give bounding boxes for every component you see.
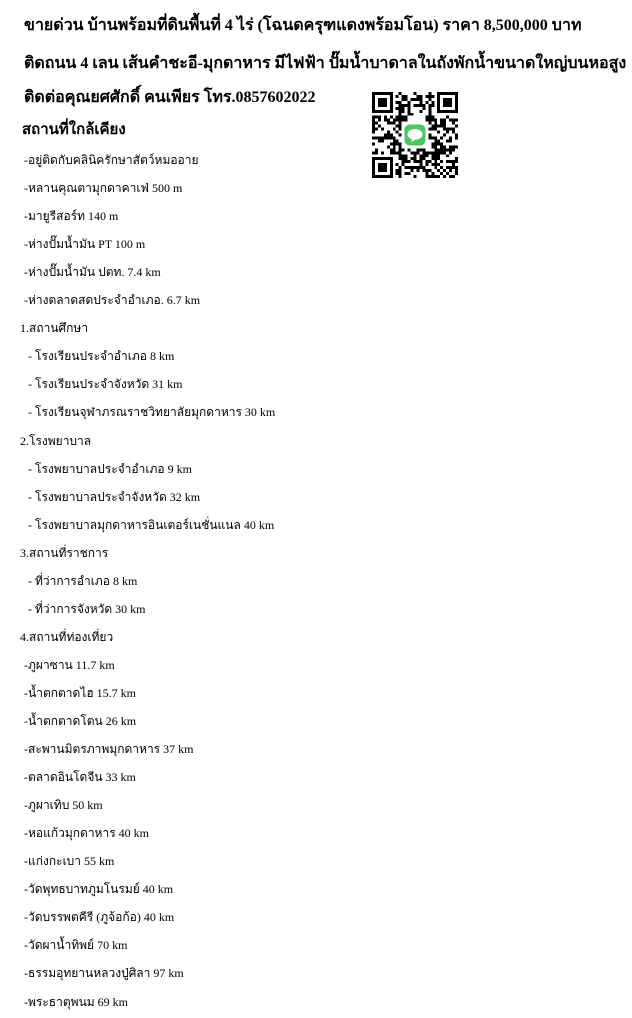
list-item: - โรงพยาบาลมุกดาหารอินเตอร์เนชั่นแนล 40 km [28,517,275,532]
list-item: -ห่างปั๊มน้ำมัน ปตท. 7.4 km [24,265,161,280]
contact-info: ติดต่อคุณยศศักดิ์ คนเพียร โทร.0857602022 [24,89,316,106]
listing-headline: ขายด่วน บ้านพร้อมที่ดินพื้นที่ 4 ไร่ (โฉนดครุฑแดงพร้อมโอน) ราคา 8,500,000 บาท [24,17,582,34]
list-item: -ธรรมอุทยานหลวงปู่ศิลา 97 km [24,966,184,981]
list-item: -แก่งกะเบา 55 km [24,854,115,869]
list-item: -สะพานมิตรภาพมุกดาหาร 37 km [24,742,194,757]
list-item: -วัดบรรพตคีรี (ภูจ้อก้อ) 40 km [24,910,175,925]
list-item: -หลานคุณตามุกดาคาเฟ่ 500 m [24,181,183,196]
list-item: -ห่างปั๊มน้ำมัน PT 100 m [24,237,146,252]
list-item: - โรงพยาบาลประจำอำเภอ 9 km [28,461,192,476]
list-item: - ที่ว่าการจังหวัด 30 km [28,601,146,616]
list-item: - โรงเรียนประจำอำเภอ 8 km [28,349,175,364]
list-item: -ห่างตลาดสดประจำอำเภอ. 6.7 km [24,293,201,308]
list-item: -ภูผาซาน 11.7 km [24,657,115,672]
nearby-places-title: สถานที่ใกล้เคียง [22,122,126,138]
list-item: -มายูรีสอร์ท 140 m [24,209,119,224]
list-item: -น้ำตกตาดโตน 26 km [24,714,137,728]
list-item: -หอแก้วมุกดาหาร 40 km [24,826,149,841]
list-item: -วัดพุทธบาทภูมโนรมย์ 40 km [24,882,174,897]
list-item: -วัดผาน้ำทิพย์ 70 km [24,938,128,953]
list-item: 4.สถานที่ท่องเที่ยว [20,629,114,644]
list-item: -ตลาดอินโดจีน 33 km [24,770,136,785]
list-item: - ที่ว่าการอำเภอ 8 km [28,573,138,588]
list-item: -พระธาตุพนม 69 km [24,994,129,1009]
list-item: - โรงเรียนจุฬาภรณราชวิทยาลัยมุกดาหาร 30 km [28,405,276,420]
list-item: 3.สถานที่ราชการ [20,545,109,560]
listing-features: ติดถนน 4 เลน เส้นคำชะอี-มุกดาหาร มีไฟฟ้า ปั๊มน้ำบาดาลในถังพักน้ำขนาดใหญ่บนหอสูง [24,55,627,72]
list-item: -ภูผาเทิบ 50 km [24,798,103,813]
list-item: 1.สถานศึกษา [20,321,89,336]
line-app-qr-code-icon [372,92,458,178]
list-item: -อยู่ติดกับคลินิครักษาสัตว์หมออาย [24,153,199,167]
list-item: 2.โรงพยาบาล [20,433,92,448]
list-item: - โรงเรียนประจำจังหวัด 31 km [28,377,183,392]
list-item: -น้ำตกตาดไฮ 15.7 km [24,685,137,700]
list-item: - โรงพยาบาลประจำจังหวัด 32 km [28,489,201,504]
